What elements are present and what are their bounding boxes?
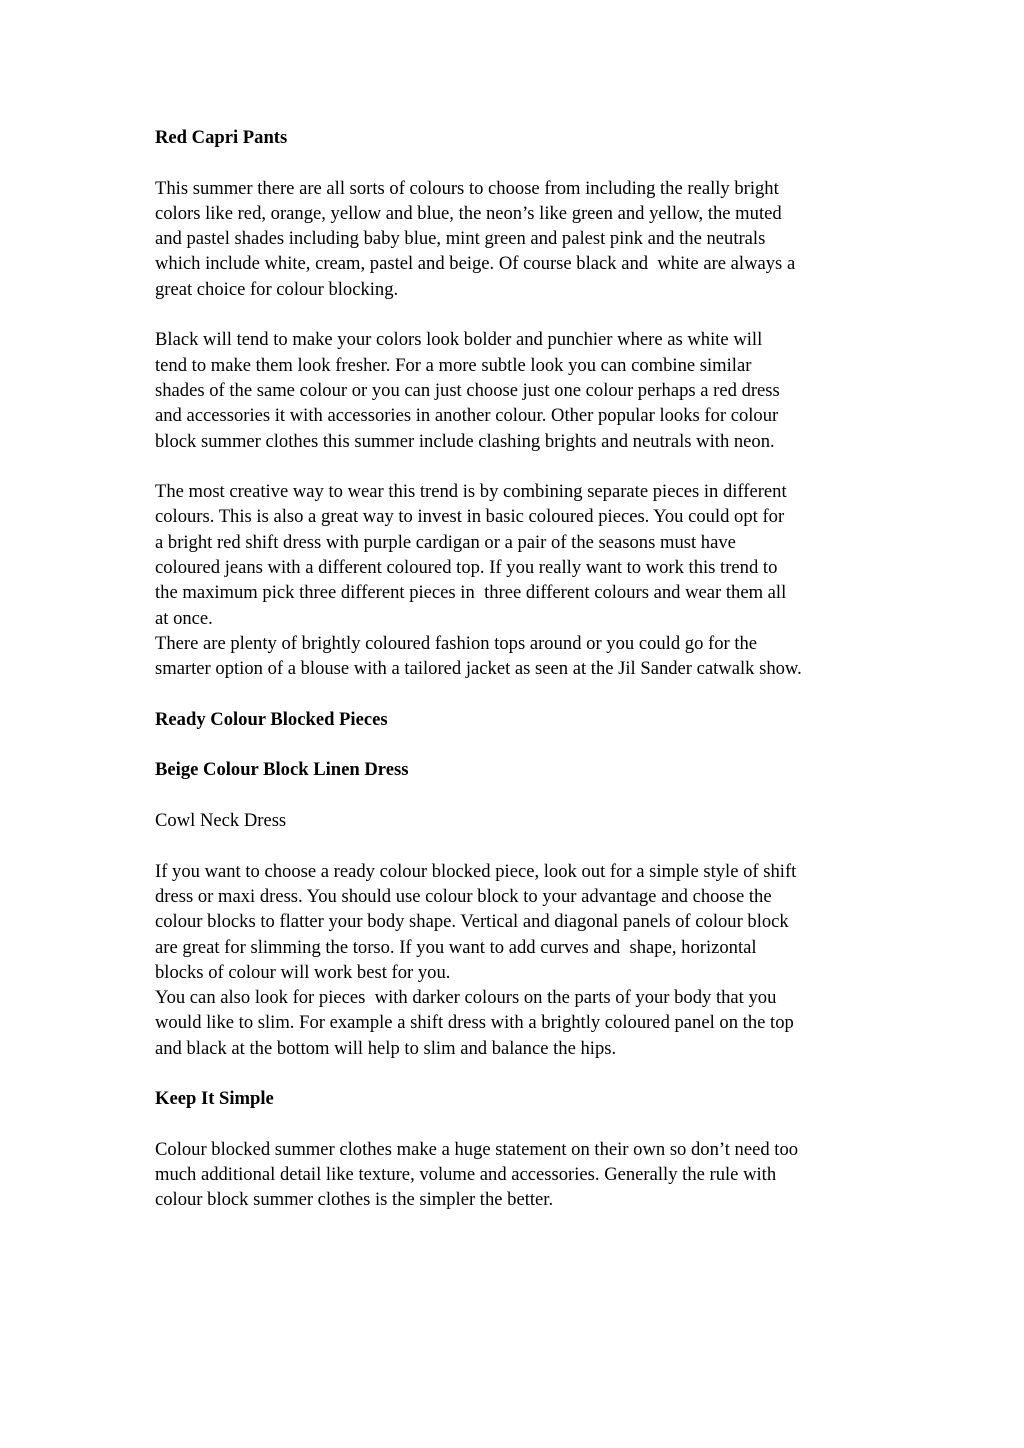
document-page — [155, 125, 895, 1213]
text-line: and accessories it with accessories in another colour. Other popular looks for colour — [155, 405, 779, 427]
paragraph-colour-choices — [155, 176, 895, 302]
heading-beige-colour-block-linen-dress: Beige Colour Block Linen Dress — [155, 759, 409, 781]
subheading-cowl-neck-dress: Cowl Neck Dress — [155, 810, 287, 832]
text-line: much additional detail like texture, volume and accessories. Generally the rule with — [155, 1164, 777, 1186]
text-line: would like to slim. For example a shift dress with a brightly coloured panel on the top — [155, 1012, 794, 1034]
text-line: which include white, cream, pastel and beige. Of course black and white are always a — [155, 253, 796, 275]
spacer — [155, 302, 895, 327]
text-line: and pastel shades including baby blue, mint green and palest pink and the neutrals — [155, 228, 766, 250]
text-line: the maximum pick three different pieces in three different colours and wear them all — [155, 582, 787, 604]
paragraph-ready-colour-blocked — [155, 859, 895, 1061]
text-line: a bright red shift dress with purple cardigan or a pair of the seasons must have — [155, 531, 736, 553]
paragraph-black-white — [155, 327, 895, 453]
text-line: colors like red, orange, yellow and blue, the neon’s like green and yellow, the muted — [155, 202, 782, 224]
text-line: colour blocks to flatter your body shape. Vertical and diagonal panels of colour block — [155, 911, 789, 933]
spacer — [155, 1112, 895, 1137]
spacer — [155, 783, 895, 808]
spacer — [155, 1061, 895, 1086]
text-line: This summer there are all sorts of colours to choose from including the really bright — [155, 177, 779, 199]
heading-red-capri-pants: Red Capri Pants — [155, 127, 288, 148]
text-line: tend to make them look fresher. For a more subtle look you can combine similar — [155, 354, 752, 376]
heading-keep-it-simple: Keep It Simple — [155, 1088, 274, 1110]
spacer — [155, 454, 895, 479]
text-line: There are plenty of brightly coloured fashion tops around or you could go for the — [155, 632, 758, 654]
text-line: Black will tend to make your colors look bolder and punchier where as white will — [155, 329, 763, 351]
text-line: block summer clothes this summer include clashing brights and neutrals with neon. — [155, 430, 775, 452]
text-line: shades of the same colour or you can just choose just one colour perhaps a red dress — [155, 379, 780, 401]
text-line: smarter option of a blouse with a tailored jacket as seen at the Jil Sander catwalk show. — [155, 658, 802, 680]
spacer — [155, 150, 895, 175]
text-line: You can also look for pieces with darker colours on the parts of your body that you — [155, 987, 777, 1009]
text-line: colour block summer clothes is the simpler the better. — [155, 1189, 554, 1211]
text-line: If you want to choose a ready colour blocked piece, look out for a simple style of shift — [155, 860, 797, 882]
text-line: blocks of colour will work best for you. — [155, 961, 451, 983]
text-line: The most creative way to wear this trend is by combining separate pieces in different — [155, 481, 787, 503]
spacer — [155, 732, 895, 757]
text-line: colours. This is also a great way to invest in basic coloured pieces. You could opt for — [155, 506, 785, 528]
spacer — [155, 682, 895, 707]
text-line: Colour blocked summer clothes make a huge statement on their own so don’t need too — [155, 1138, 799, 1160]
heading-ready-colour-blocked-pieces: Ready Colour Blocked Pieces — [155, 708, 388, 730]
paragraph-keep-it-simple — [155, 1137, 895, 1213]
text-line: coloured jeans with a different coloured top. If you really want to work this trend to — [155, 557, 778, 579]
text-line: are great for slimming the torso. If you want to add curves and shape, horizontal — [155, 936, 757, 958]
spacer — [155, 833, 895, 858]
text-line: great choice for colour blocking. — [155, 278, 399, 300]
text-line: at once. — [155, 607, 213, 629]
paragraph-creative-way — [155, 479, 895, 681]
text-line: dress or maxi dress. You should use colour block to your advantage and choose the — [155, 885, 772, 907]
text-line: and black at the bottom will help to slim and balance the hips. — [155, 1037, 617, 1059]
